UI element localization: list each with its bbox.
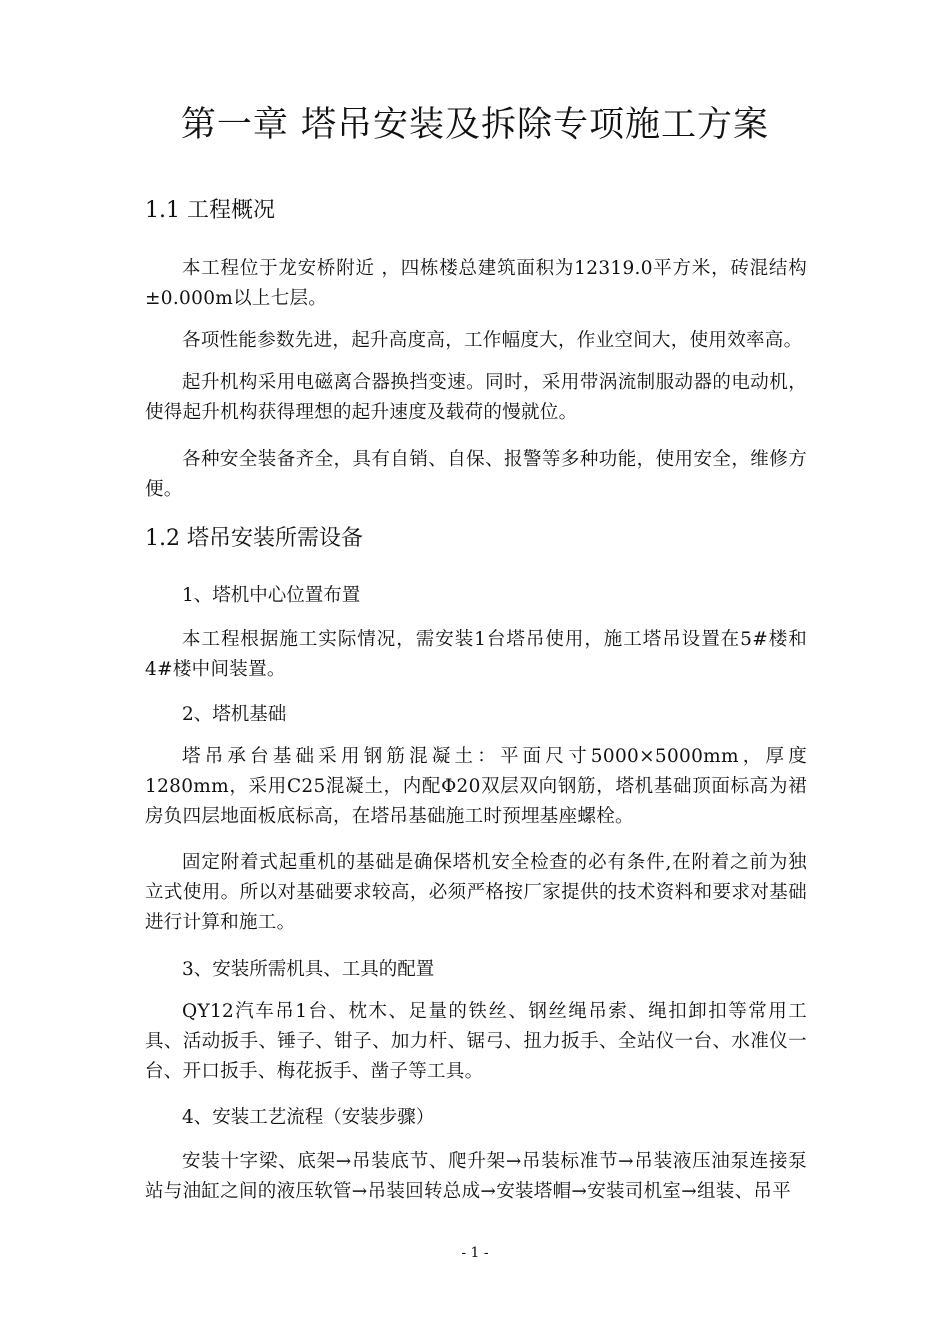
paragraph-installation-process: 安装十字梁、底架→吊装底节、爬升架→吊装标准节→吊装液压油泵连接泵站与油缸之间的液压软管→吊装回转总成→安装塔帽→安装司机室→组装、吊平 [145, 1151, 807, 1202]
section-heading-1-1: 1.1 工程概况 [145, 198, 275, 223]
paragraph-foundation-requirement: 固定附着式起重机的基础是确保塔机安全检查的必有条件,在附着之前为独立式使用。所以对基础要求较高，必须严格按厂家提供的技术资料和要求对基础进行计算和施工。 [145, 852, 807, 933]
subheading-crane-position: 1、塔机中心位置布置 [182, 585, 361, 606]
subheading-tools: 3、安装所需机具、工具的配置 [182, 959, 435, 980]
paragraph-tools: QY12汽车吊1台、枕木、足量的铁丝、钢丝绳吊索、绳扣卸扣等常用工具、活动扳手、锤子、钳子、加力杆、锯弓、扭力扳手、全站仪一台、水准仪一台、开口扳手、梅花扳手、凿子等工具。 [145, 1001, 807, 1082]
paragraph-crane-position: 本工程根据施工实际情况，需安装1台塔吊使用，施工塔吊设置在5#楼和4#楼中间装置。 [145, 629, 807, 680]
paragraph-foundation-spec: 塔吊承台基础采用钢筋混凝土：平面尺寸5000×5000mm，厚度1280mm，采用C25混凝土，内配Φ20双层双向钢筋，塔机基础顶面标高为裙房负四层地面板底标高，在塔吊基础施工时预埋基座螺栓。 [145, 746, 807, 827]
section-heading-1-2: 1.2 塔吊安装所需设备 [145, 526, 363, 551]
paragraph-project-location: 本工程位于龙安桥附近 ，四栋楼总建筑面积为12319.0平方米，砖混结构±0.000m以上七层。 [145, 258, 807, 309]
page-number: - 1 - [461, 1245, 489, 1261]
chapter-title: 第一章 塔吊安装及拆除专项施工方案 [180, 105, 770, 145]
paragraph-hoist-mechanism: 起升机构采用电磁离合器换挡变速。同时，采用带涡流制服动器的电动机，使得起升机构获得理想的起升速度及载荷的慢就位。 [145, 372, 807, 423]
subheading-installation-process: 4、安装工艺流程（安装步骤） [182, 1107, 435, 1128]
subheading-crane-foundation: 2、塔机基础 [182, 704, 287, 725]
paragraph-performance: 各项性能参数先进，起升高度高，工作幅度大，作业空间大，使用效率高。 [182, 330, 803, 351]
paragraph-safety-equipment: 各种安全装备齐全，具有自销、自保、报警等多种功能，使用安全，维修方便。 [145, 449, 807, 500]
